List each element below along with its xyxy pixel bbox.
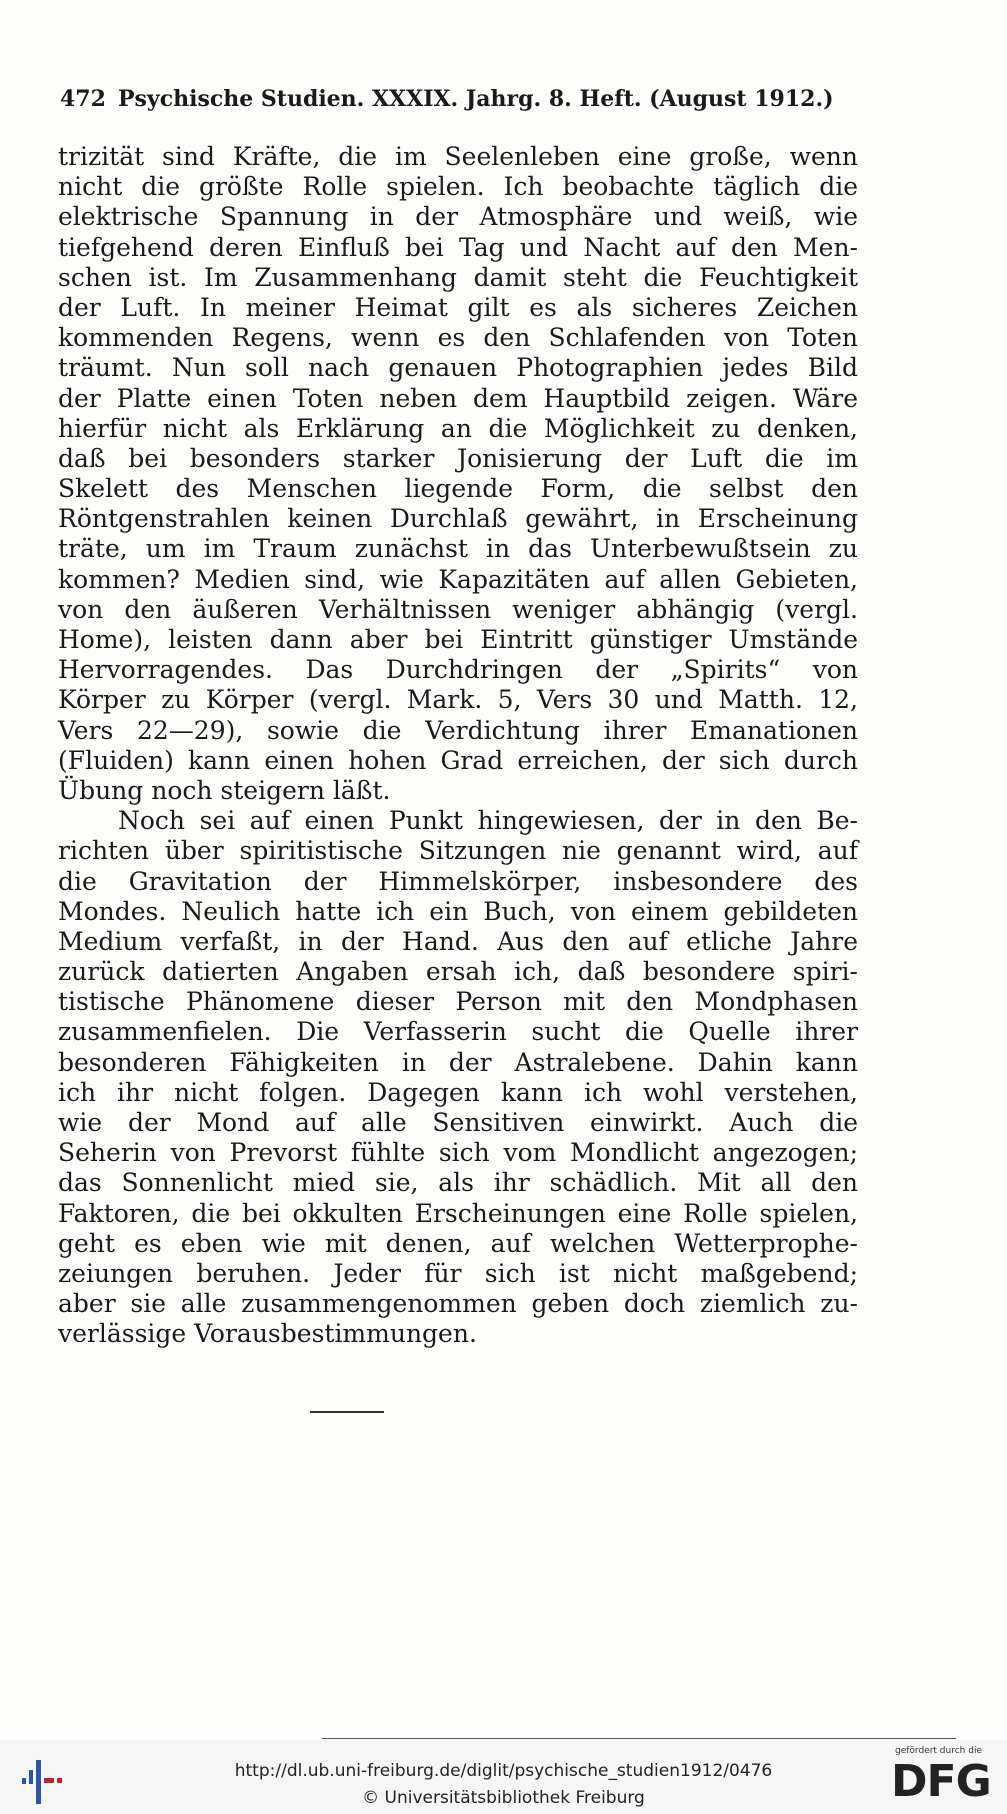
text-line: (Fluiden) kann einen hohen Grad erreichen, der sich durch <box>58 745 858 775</box>
text-line: zusammenfielen. Die Verfasserin sucht die Quelle ihrer <box>58 1017 858 1047</box>
footer-divider <box>322 1738 956 1739</box>
copyright-notice: © Universitätsbibliothek Freiburg <box>362 1788 645 1808</box>
text-line: hierfür nicht als Erklärung an die Möglichkeit zu denken, <box>58 413 858 443</box>
article-body <box>58 142 858 1350</box>
text-line: Home), leisten dann aber bei Eintritt günstiger Umstände <box>58 625 858 654</box>
text-line: tistische Phänomene dieser Person mit den Mondphasen <box>58 987 858 1017</box>
text-line: tiefgehend deren Einfluß bei Tag und Nacht auf den Men- <box>58 232 858 262</box>
text-line: Vers 22—29), sowie die Verdichtung ihrer Emanationen <box>58 715 858 745</box>
section-end-rule <box>310 1411 384 1413</box>
permalink-url[interactable]: http://dl.ub.uni-freiburg.de/diglit/psychische_studien1912/0476 <box>234 1761 773 1781</box>
text-line: Skelett des Menschen liegende Form, die selbst den <box>58 474 858 504</box>
running-header <box>60 86 860 112</box>
page-number: 472 <box>60 86 106 112</box>
text-line: Übung noch steigern läßt. <box>58 775 391 805</box>
journal-header-title: Psychische Studien. XXXIX. Jahrg. 8. Heft. (August 1912.) <box>118 86 834 112</box>
dfg-logo: DFG <box>891 1756 991 1807</box>
text-line: Mondes. Neulich hatte ich ein Buch, von einem gebildeten <box>58 896 858 926</box>
text-line: geht es eben wie mit denen, auf welchen Wetterprophe- <box>58 1228 858 1258</box>
text-line: der Platte einen Toten neben dem Hauptbild zeigen. Wäre <box>58 383 858 413</box>
text-line: der Luft. In meiner Heimat gilt es als sicheres Zeichen <box>58 292 858 322</box>
text-line: die Gravitation der Himmelskörper, insbesondere des <box>58 866 858 896</box>
text-line: richten über spiritistische Sitzungen nie genannt wird, auf <box>58 836 858 866</box>
text-line: besonderen Fähigkeiten in der Astralebene. Dahin kann <box>58 1047 858 1077</box>
text-line: von den äußeren Verhältnissen weniger abhängig (vergl. <box>58 594 858 624</box>
text-line: wie der Mond auf alle Sensitiven einwirkt. Auch die <box>58 1108 858 1137</box>
text-line: zeiungen beruhen. Jeder für sich ist nicht maßgebend; <box>58 1258 858 1288</box>
text-line: ich ihr nicht folgen. Dagegen kann ich wohl verstehen, <box>58 1077 858 1107</box>
text-line: kommenden Regens, wenn es den Schlafenden von Toten <box>58 323 858 353</box>
text-line: Röntgenstrahlen keinen Durchlaß gewährt, in Erscheinung <box>58 504 858 534</box>
dfg-tagline: gefördert durch die <box>895 1746 982 1756</box>
text-line: nicht die größte Rolle spielen. Ich beobachte täglich die <box>58 172 858 202</box>
text-line: daß bei besonders starker Jonisierung der Luft die im <box>58 443 858 473</box>
text-line: aber sie alle zusammengenommen geben doch ziemlich zu- <box>58 1289 858 1319</box>
text-line: schen ist. Im Zusammenhang damit steht die Feuchtigkeit <box>58 262 858 292</box>
text-line: elektrische Spannung in der Atmosphäre und weiß, wie <box>58 202 858 232</box>
text-line: kommen? Medien sind, wie Kapazitäten auf allen Gebieten, <box>58 564 858 594</box>
text-line: Noch sei auf einen Punkt hingewiesen, der in den Be- <box>118 806 858 836</box>
text-line: das Sonnenlicht mied sie, als ihr schädlich. Mit all den <box>58 1168 858 1198</box>
text-line: Hervorragendes. Das Durchdringen der „Spirits“ von <box>58 655 858 685</box>
text-line: Körper zu Körper (vergl. Mark. 5, Vers 30 und Matth. 12, <box>58 685 858 715</box>
text-line: Medium verfaßt, in der Hand. Aus den auf etliche Jahre <box>58 926 858 956</box>
text-line: träte, um im Traum zunächst in das Unterbewußtsein zu <box>58 534 858 564</box>
text-line: verlässige Vorausbestimmungen. <box>58 1319 477 1349</box>
text-line: trizität sind Kräfte, die im Seelenleben eine große, wenn <box>58 142 858 171</box>
text-line: Faktoren, die bei okkulten Erscheinungen eine Rolle spielen, <box>58 1198 858 1228</box>
text-line: Seherin von Prevorst fühlte sich vom Mondlicht angezogen; <box>58 1138 858 1168</box>
text-line: träumt. Nun soll nach genauen Photographien jedes Bild <box>58 353 858 383</box>
text-line: zurück datierten Angaben ersah ich, daß besondere spiri- <box>58 957 858 987</box>
